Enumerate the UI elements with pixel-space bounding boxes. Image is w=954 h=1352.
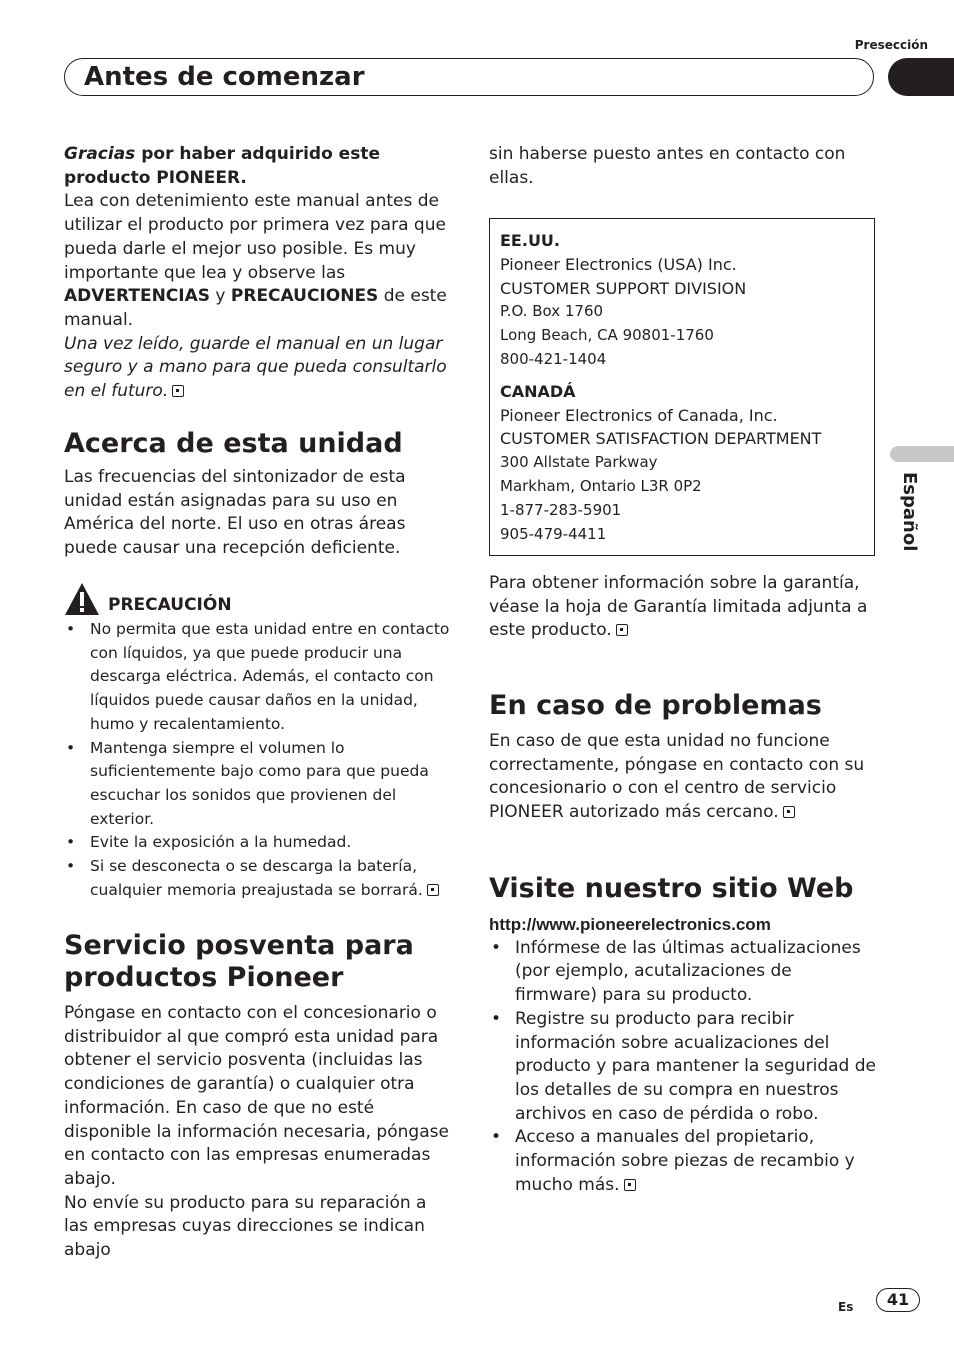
contacts-box <box>489 218 875 556</box>
list-item: • Si se desconecta o se descarga la batería, cualquier memoria preajustada se borrará. <box>64 855 454 902</box>
caution-title: PRECAUCIÓN <box>108 595 232 615</box>
contact-us-label: EE.UU. <box>500 231 560 250</box>
service-heading: Servicio posventa para productos Pioneer <box>64 930 414 993</box>
list-item: • Acceso a manuales del propietario, información sobre piezas de recambio y mucho más. <box>489 1126 879 1197</box>
about-heading: Acerca de esta unidad <box>64 428 403 459</box>
contact-canada-division: CUSTOMER SATISFACTION DEPARTMENT <box>500 429 822 449</box>
language-tab-marker <box>890 446 954 462</box>
contact-canada-phone-1: 1-877-283-5901 <box>500 500 622 519</box>
intro-thanks: Gracias por haber adquirido este producto PIONEER. <box>64 144 380 188</box>
warranty-section <box>489 572 879 643</box>
language-tab <box>888 472 928 558</box>
about-body: Las frecuencias del sintonizador de esta unidad están asignadas para su uso en América del norte. El uso en otras áreas puede causar una recepción deficiente. <box>64 467 406 559</box>
contact-us-address-2: Long Beach, CA 90801-1760 <box>500 326 714 345</box>
chapter-tab <box>888 58 954 96</box>
end-of-section-icon <box>783 806 795 818</box>
list-item: • Evite la exposición a la humedad. <box>64 831 454 855</box>
service-continued <box>489 143 879 190</box>
contact-canada-address-2: Markham, Ontario L3R 0P2 <box>500 476 702 495</box>
warning-triangle-icon <box>64 582 100 616</box>
intro-section <box>64 143 454 404</box>
caution-section <box>64 582 454 902</box>
page-number: 41 <box>876 1288 920 1312</box>
problems-section <box>489 690 879 825</box>
section-label: Presección <box>854 38 928 52</box>
contact-canada-label: CANADÁ <box>500 381 576 401</box>
contact-us-address-1: P.O. Box 1760 <box>500 302 604 321</box>
service-body: Póngase en contacto con el concesionario o distribuidor al que compró esta unidad para obtener el servicio posventa (incluidas las condiciones de garantía) o cualquier otra información. En caso de que no esté disponible la información necesaria, póngase en contacto con las empresas enumeradas abajo. <box>64 1003 449 1189</box>
intro-note: Una vez leído, guarde el manual en un lugar seguro y a mano para que pueda consultarlo en el futuro. <box>64 333 447 402</box>
end-of-section-icon <box>427 884 439 896</box>
contact-canada-address-1: 300 Allstate Parkway <box>500 453 658 472</box>
website-list <box>489 937 879 1198</box>
end-of-section-icon <box>624 1179 636 1191</box>
language-tab-label: Español <box>899 472 920 552</box>
problems-heading: En caso de problemas <box>489 690 822 721</box>
footer-lang-code: Es <box>838 1300 854 1314</box>
list-item: • No permita que esta unidad entre en contacto con líquidos, ya que puede producir una descarga eléctrica. Además, el contacto con líquidos puede causar daños en la unidad, humo y recalentamiento. <box>64 618 454 737</box>
website-heading: Visite nuestro sitio Web <box>489 873 854 904</box>
chapter-title: Antes de comenzar <box>84 62 365 92</box>
contact-us-company: Pioneer Electronics (USA) Inc. <box>500 254 737 274</box>
end-of-section-icon <box>616 624 628 636</box>
about-section <box>64 428 454 561</box>
intro-body: Lea con detenimiento este manual antes de utilizar el producto por primera vez para que pueda darle el mejor uso posible. Es muy importante que lea y observe las ADVERTENCIAS y PRECAUCIONES de este manual. <box>64 191 447 330</box>
list-item: • Infórmese de las últimas actualizaciones (por ejemplo, acutalizaciones de firmware) para su producto. <box>489 937 879 1008</box>
contact-canada-company: Pioneer Electronics of Canada, Inc. <box>500 405 778 425</box>
contact-us-division: CUSTOMER SUPPORT DIVISION <box>500 278 747 298</box>
service-section <box>64 930 454 1263</box>
list-item: • Mantenga siempre el volumen lo suficientemente bajo como para que pueda escuchar los sonidos que provienen del exterior. <box>64 737 454 832</box>
caution-header <box>64 582 454 616</box>
list-item: • Registre su producto para recibir información sobre acualizaciones del producto y para mantener la seguridad de los detalles de su compra en nuestros archivos en caso de pérdida o robo. <box>489 1008 879 1127</box>
end-of-section-icon <box>172 385 184 397</box>
website-section <box>489 873 879 1197</box>
problems-body: En caso de que esta unidad no funcione correctamente, póngase en contacto con su concesionario o con el centro de servicio PIONEER autorizado más cercano. <box>489 731 865 823</box>
contact-canada-phone-2: 905-479-4411 <box>500 524 607 543</box>
warranty-body: Para obtener información sobre la garantía, véase la hoja de Garantía limitada adjunta a este producto. <box>489 573 868 641</box>
service-body-2: No envíe su producto para su reparación a las empresas cuyas direcciones se indican abajo <box>64 1192 427 1261</box>
contact-us-phone: 800-421-1404 <box>500 349 607 368</box>
website-url[interactable]: http://www.pioneerelectronics.com <box>489 915 771 934</box>
caution-list <box>64 618 454 902</box>
service-body-continued: sin haberse puesto antes en contacto con ellas. <box>489 144 846 188</box>
